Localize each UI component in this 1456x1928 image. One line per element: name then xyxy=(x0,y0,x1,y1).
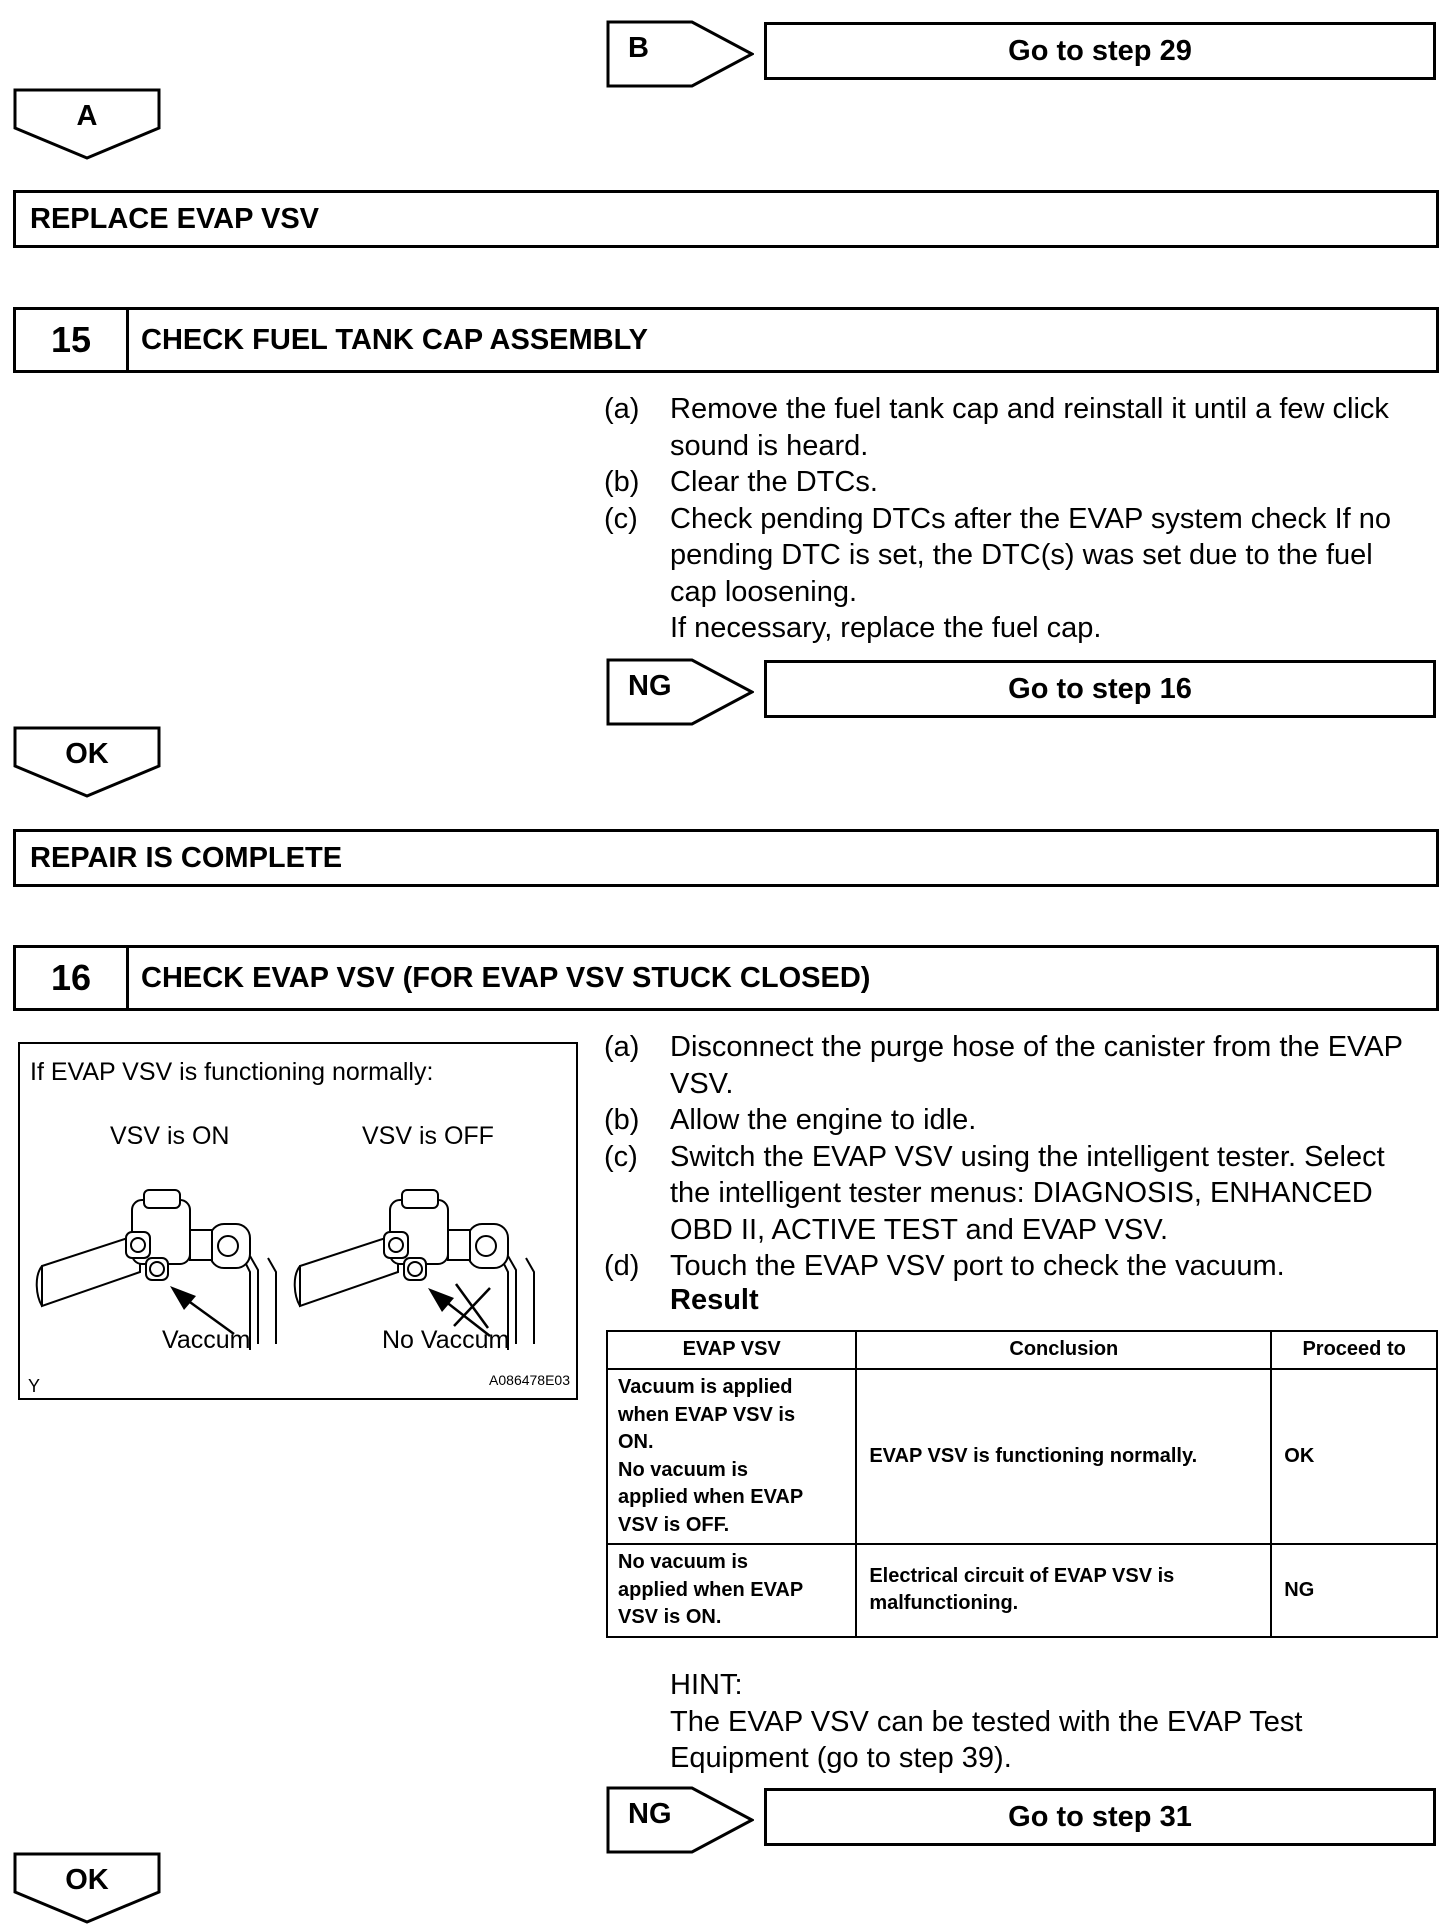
procedure-item xyxy=(604,1248,1444,1285)
hint-label: HINT: xyxy=(670,1669,743,1701)
step-16-header xyxy=(13,945,1439,1011)
item-text xyxy=(670,1102,1444,1139)
header-evap-vsv: EVAP VSV xyxy=(607,1331,856,1369)
conclusion-line: EVAP VSV is functioning normally. xyxy=(869,1444,1198,1467)
vsv-off-label: VSV is OFF xyxy=(362,1122,494,1150)
no-vacuum-arrow-icon xyxy=(428,1288,454,1312)
conclusion-line: malfunctioning. xyxy=(869,1592,1019,1615)
ng-label: NG xyxy=(628,1798,672,1830)
condition-line: Vacuum is applied xyxy=(618,1376,793,1398)
item-text xyxy=(670,391,1444,464)
no-vaccum-label: No Vaccum xyxy=(382,1326,510,1354)
item-marker: (c) xyxy=(604,1140,638,1173)
step-number: 15 xyxy=(16,310,129,370)
condition-line: VSV is OFF. xyxy=(618,1513,730,1536)
procedure-item xyxy=(604,1102,1444,1139)
step-15-procedure xyxy=(604,391,1444,647)
condition-line: when EVAP VSV is xyxy=(618,1403,796,1426)
item-text xyxy=(670,464,1444,501)
procedure-item xyxy=(604,464,1444,501)
figure-corner-label: Y xyxy=(28,1376,41,1396)
vaccum-label: Vaccum xyxy=(162,1326,251,1354)
vsv-on-label: VSV is ON xyxy=(110,1122,230,1150)
go-to-step-31-box[interactable]: Go to step 31 xyxy=(764,1788,1436,1846)
table-row xyxy=(607,1369,1437,1544)
item-line: VSV. xyxy=(670,1067,734,1100)
b-label: B xyxy=(628,32,649,64)
condition-line: No vacuum is xyxy=(618,1458,749,1481)
header-conclusion: Conclusion xyxy=(856,1331,1271,1369)
vacuum-arrow-icon xyxy=(170,1286,196,1310)
item-line: If necessary, replace the fuel cap. xyxy=(670,612,1102,644)
evap-vsv-illustration xyxy=(18,1042,578,1400)
go-to-step-29-box[interactable]: Go to step 29 xyxy=(764,22,1436,80)
procedure-item xyxy=(604,1029,1444,1102)
item-marker: (d) xyxy=(604,1250,640,1282)
table-header-row xyxy=(607,1331,1437,1369)
result-label: Result xyxy=(670,1284,759,1316)
condition-line: applied when EVAP xyxy=(618,1578,804,1601)
ok-arrow xyxy=(13,726,161,790)
step-title: CHECK FUEL TANK CAP ASSEMBLY xyxy=(141,323,649,356)
item-line: Remove the fuel tank cap and reinstall it until a few click xyxy=(670,393,1389,425)
step-15-header xyxy=(13,307,1439,373)
figure-caption: If EVAP VSV is functioning normally: xyxy=(30,1058,434,1086)
conclusion-line: Electrical circuit of EVAP VSV is xyxy=(869,1564,1175,1587)
ok-label: OK xyxy=(65,1864,109,1896)
item-line: Switch the EVAP VSV using the intelligent tester. Select xyxy=(670,1140,1385,1173)
header-proceed-to: Proceed to xyxy=(1271,1331,1437,1369)
ok-arrow xyxy=(13,1852,161,1916)
procedure-item xyxy=(604,391,1444,464)
item-marker: (c) xyxy=(604,502,638,535)
condition-cell xyxy=(607,1369,856,1544)
procedure-item xyxy=(604,501,1444,647)
condition-line: VSV is ON. xyxy=(618,1606,722,1628)
result-table xyxy=(606,1330,1438,1638)
a-arrow xyxy=(13,88,161,152)
item-text xyxy=(670,1029,1444,1102)
procedure-item xyxy=(604,1139,1444,1249)
b-arrow xyxy=(606,20,754,88)
item-marker: (b) xyxy=(604,466,640,498)
condition-line: No vacuum is xyxy=(618,1551,749,1573)
item-line: sound is heard. xyxy=(670,429,869,462)
item-text xyxy=(670,1139,1444,1249)
repair-complete-bar: REPAIR IS COMPLETE xyxy=(13,829,1439,887)
figure-code: A086478E03 xyxy=(489,1372,570,1388)
go-to-step-16-box[interactable]: Go to step 16 xyxy=(764,660,1436,718)
item-line: cap loosening. xyxy=(670,575,858,608)
item-text xyxy=(670,501,1444,647)
item-line: Check pending DTCs after the EVAP system check If no xyxy=(670,502,1392,535)
item-marker: (a) xyxy=(604,393,640,425)
hint-line: The EVAP VSV can be tested with the EVAP Test xyxy=(670,1705,1303,1738)
replace-evap-vsv-bar: REPLACE EVAP VSV xyxy=(13,190,1439,248)
hint-line: Equipment (go to step 39). xyxy=(670,1742,1012,1774)
conclusion-cell xyxy=(856,1369,1271,1544)
item-line: the intelligent tester menus: DIAGNOSIS, ENHANCED xyxy=(670,1177,1373,1209)
item-line: Allow the engine to idle. xyxy=(670,1104,977,1136)
hint-block xyxy=(670,1667,1302,1777)
item-line: pending DTC is set, the DTC(s) was set due to the fuel xyxy=(670,539,1373,571)
item-line: Touch the EVAP VSV port to check the vacuum. xyxy=(670,1250,1285,1282)
condition-cell xyxy=(607,1544,856,1637)
proceed-cell: NG xyxy=(1271,1544,1437,1637)
item-marker: (b) xyxy=(604,1104,640,1136)
conclusion-cell xyxy=(856,1544,1271,1637)
step-title: CHECK EVAP VSV (FOR EVAP VSV STUCK CLOSED) xyxy=(141,961,871,994)
proceed-cell: OK xyxy=(1271,1369,1437,1544)
item-text xyxy=(670,1248,1444,1285)
item-marker: (a) xyxy=(604,1031,640,1063)
step-number: 16 xyxy=(16,948,129,1008)
item-line: OBD II, ACTIVE TEST and EVAP VSV. xyxy=(670,1213,1169,1246)
ng-arrow xyxy=(606,1786,754,1854)
ok-label: OK xyxy=(65,738,109,770)
item-line: Clear the DTCs. xyxy=(670,466,878,498)
step-16-procedure xyxy=(604,1029,1444,1285)
item-line: Disconnect the purge hose of the canister from the EVAP xyxy=(670,1031,1403,1063)
condition-line: applied when EVAP xyxy=(618,1486,804,1508)
table-row xyxy=(607,1544,1437,1637)
ng-label: NG xyxy=(628,670,672,702)
a-label: A xyxy=(76,100,98,132)
condition-line: ON. xyxy=(618,1431,654,1453)
ng-arrow xyxy=(606,658,754,726)
